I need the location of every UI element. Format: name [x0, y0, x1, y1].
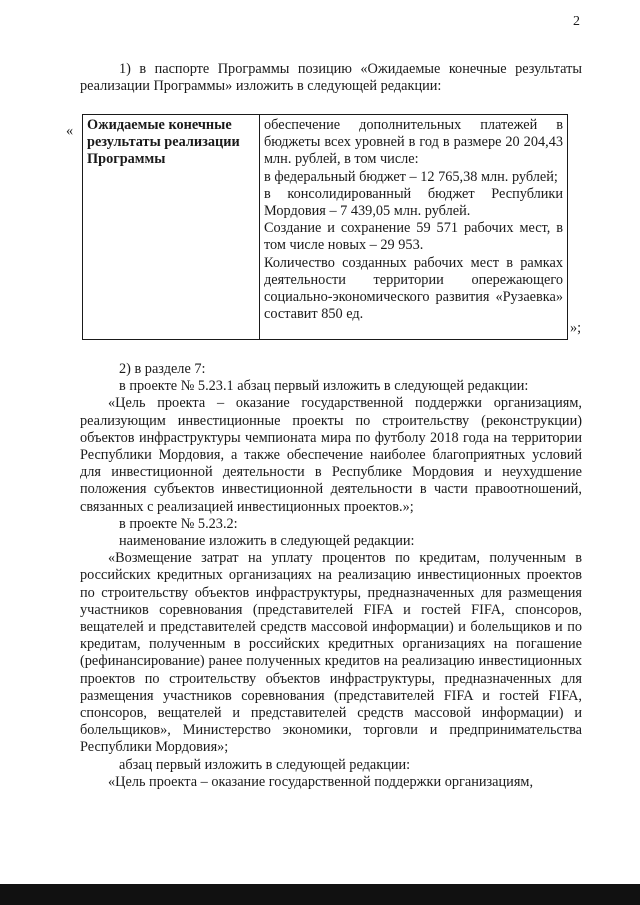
scan-bottom-edge — [0, 884, 640, 905]
intro-text: 1) в паспорте Программы позицию «Ожидаемые конечные результаты реализации Программы» изложить в следующей редакции: — [80, 61, 582, 95]
table-value-line: обеспечение дополнительных платежей в бюджеты всех уровней в год в размере 20 204,43 млн. рублей, в том числе: — [264, 117, 563, 168]
table-value-cell — [260, 115, 568, 340]
section-heading: 2) в разделе 7: — [119, 361, 206, 377]
page-number: 2 — [573, 14, 580, 29]
table-value-line: в консолидированный бюджет Республики Мордовия – 7 439,05 млн. рублей. — [264, 185, 563, 220]
paragraph: наименование изложить в следующей редакции: — [119, 533, 415, 550]
table-value-line: в федеральный бюджет – 12 765,38 млн. рублей; — [264, 168, 558, 185]
quoted-paragraph: «Цель проекта – оказание государственной поддержки организациям, реализующим инвестиционные проекты по строительству (реконструкции) объектов инфраструктуры чемпионата мира по футболу 2018 года на территории Республики Мордовия, а также обеспечение наиболее благоприятных условий для инвестиционной деятельности в Республике Мордовия и неухудшение положения субъектов инвестиционной деятельности в части правоотношений, связанных с реализацией инвестиционных проектов.»; — [80, 395, 582, 515]
paragraph: в проекте № 5.23.1 абзац первый изложить в следующей редакции: — [119, 378, 529, 395]
section-2 — [80, 361, 582, 791]
paragraph: в проекте № 5.23.2: — [119, 515, 238, 532]
quoted-paragraph: «Цель проекта – оказание государственной поддержки организациям, — [108, 773, 534, 790]
closing-quote: »; — [570, 320, 582, 336]
passport-table — [82, 114, 568, 340]
opening-quote: « — [66, 123, 74, 139]
table-row — [83, 115, 568, 340]
table-value-line: Количество созданных рабочих мест в рамках деятельности территории опережающего социально-экономического развития «Рузаевка» составит 850 ед. — [264, 254, 563, 323]
table-label-cell: Ожидаемые конечные результаты реализации Программы — [83, 115, 260, 340]
quoted-paragraph: «Возмещение затрат на уплату процентов по кредитам, полученным в российских кредитных организациях на реализацию инвестиционных проектов по строительству объектов инфраструктуры, предназначенных для размещения участников соревнования (представителей FIFA и гостей FIFA, спонсоров, вещателей и представителей средств массовой информации) и болельщиков и по кредитам, полученным в российских кредитных организациях на погашение (рефинансирование) ранее полученных кредитов на реализацию инвестиционных проектов по строительству объектов инфраструктуры, предназначенных для размещения участников соревнования (представителей FIFA и гостей FIFA, спонсоров, вещателей и представителей средств массовой информации) и болельщиков», Министерство экономики, торговли и предпринимательства Республики Мордовия»; — [80, 550, 582, 756]
table-value-line: Создание и сохранение 59 571 рабочих мест, в том числе новых – 29 953. — [264, 220, 563, 254]
intro-paragraph — [80, 61, 582, 95]
paragraph: абзац первый изложить в следующей редакции: — [119, 756, 411, 773]
